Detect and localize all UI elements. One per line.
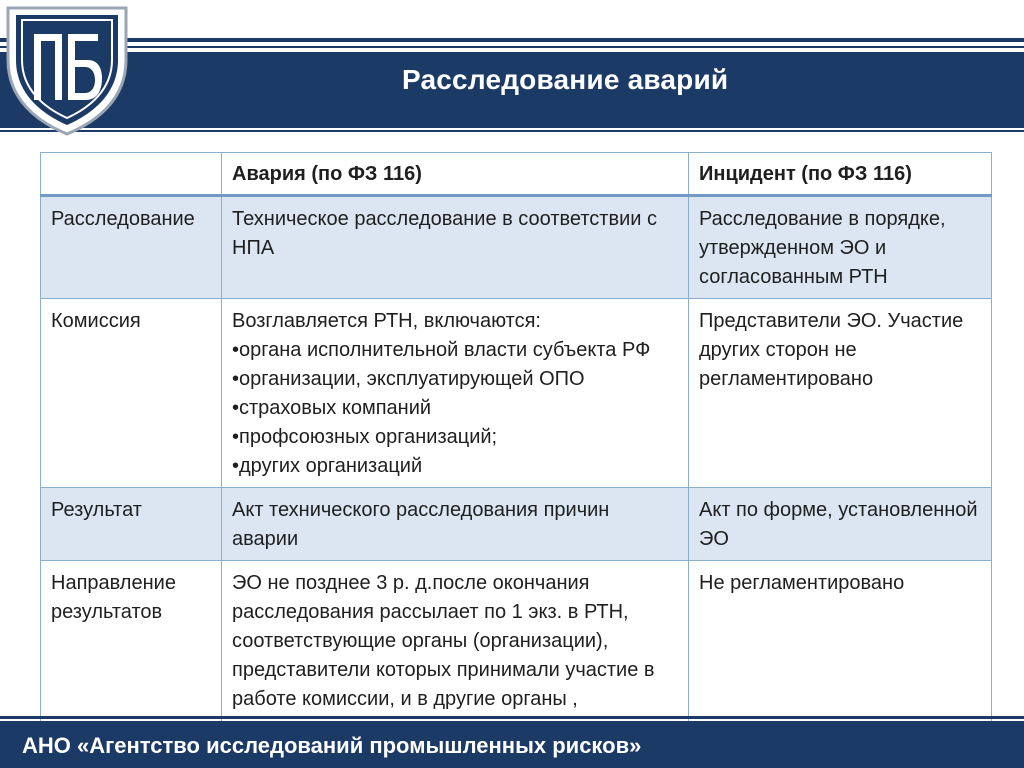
row-label: Направление результатов (41, 561, 222, 750)
header-cell-incident: Инцидент (по ФЗ 116) (689, 153, 992, 196)
footer-stripe (0, 716, 1024, 719)
table-row (41, 488, 992, 561)
list-item: •профсоюзных организаций; (232, 426, 498, 448)
list-item: •страховых компаний (232, 397, 432, 419)
footer-organization-name: АНО «Агентство исследований промышленных рисков» (22, 733, 642, 758)
list-item: •организации, эксплуатирующей ОПО (232, 368, 585, 390)
accident-cell (222, 299, 689, 488)
accident-cell: Техническое расследование в соответствии с НПА (222, 196, 689, 299)
comparison-table-wrapper (40, 152, 992, 750)
table-row (41, 299, 992, 488)
list-item: •других организаций (232, 455, 423, 477)
list-item: •органа исполнительной власти субъекта РФ (232, 339, 651, 361)
page-title: Расследование аварий (402, 64, 729, 95)
table-row (41, 196, 992, 299)
accident-cell: ЭО не позднее 3 р. д.после окончания расследования рассылает по 1 экз. в РТН, соответствующие органы (организации), представители которых принимали участие в работе комиссии, и в другие органы , (222, 561, 689, 750)
row-label: Комиссия (41, 299, 222, 488)
header-cell-empty (41, 153, 222, 196)
row-label: Результат (41, 488, 222, 561)
header-cell-accident: Авария (по ФЗ 116) (222, 153, 689, 196)
incident-cell: Расследование в порядке, утвержденном ЭО и согласованным РТН (689, 196, 992, 299)
incident-cell: Представители ЭО. Участие других сторон не регламентировано (689, 299, 992, 488)
commission-intro: Возглавляется РТН, включаются: (232, 310, 541, 332)
incident-cell: Акт по форме, установленной ЭО (689, 488, 992, 561)
table-header-row (41, 153, 992, 196)
shield-logo-icon (0, 0, 134, 138)
incident-cell: Не регламентировано (689, 561, 992, 750)
comparison-table (40, 152, 992, 750)
commission-members-list (232, 336, 678, 481)
row-label: Расследование (41, 196, 222, 299)
accident-cell: Акт технического расследования причин аварии (222, 488, 689, 561)
